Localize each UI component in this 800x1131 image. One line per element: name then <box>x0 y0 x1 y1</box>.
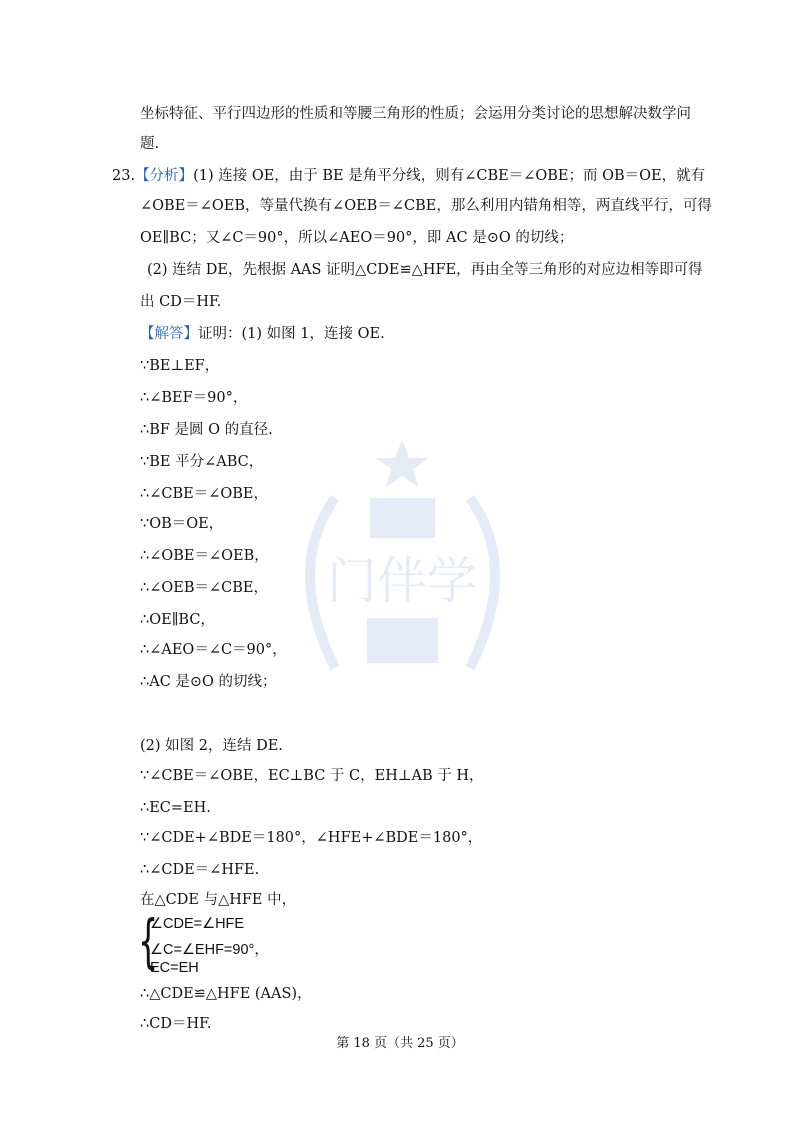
proof-line: ∵BE 平分∠ABC， <box>140 454 264 470</box>
star-icon <box>376 440 428 487</box>
proof-line: (2) 如图 2，连结 DE. <box>140 738 283 754</box>
text-line-3: (1) 连接 OE，由于 BE 是角平分线，则有∠CBE＝∠OBE；而 OB＝OE，就有 <box>193 168 706 184</box>
proof-line: ∴OE∥BC， <box>140 612 215 628</box>
watermark-text: 门伴学 <box>327 552 477 610</box>
page-footer: 第 18 页（共 25 页） <box>336 1036 464 1051</box>
proof-line: ∴EC=EH. <box>140 800 211 816</box>
proof-line: ∴∠AEO＝∠C＝90°， <box>140 642 287 658</box>
proof-line: ∴∠BEF＝90°， <box>140 390 248 406</box>
proof-line: ∴∠CBE＝∠OBE， <box>140 486 268 502</box>
proof-line: ∴∠OEB＝∠CBE， <box>140 580 268 596</box>
answer-header <box>140 324 385 344</box>
text-line-1: 坐标特征、平行四边形的性质和等腰三角形的性质；会运用分类讨论的思想解决数学问 <box>140 106 691 122</box>
system-brace: { <box>138 907 159 975</box>
proof-line: ∴∠CDE＝∠HFE. <box>140 862 260 878</box>
text-line-7: 出 CD＝HF. <box>140 294 222 310</box>
proof-line: 在△CDE 与△HFE 中， <box>140 892 297 908</box>
system-eq-3: EC=EH <box>150 960 199 976</box>
answer-tag: 【解答】 <box>140 326 198 342</box>
watermark-logo <box>275 438 530 703</box>
text-line-4: ∠OBE＝∠OEB，等量代换有∠OEB＝∠CBE，那么利用内错角相等，两直线平行，可得 <box>140 198 712 214</box>
system-eq-1: ∠CDE=∠HFE <box>150 916 245 932</box>
text-line-6: (2) 连结 DE，先根据 AAS 证明△CDE≌△HFE，再由全等三角形的对应边相等即可得 <box>147 262 703 278</box>
proof-line: ∴AC 是⊙O 的切线； <box>140 674 277 690</box>
proof-line: ∴∠OBE＝∠OEB， <box>140 548 269 564</box>
system-eq-2: ∠C=∠EHF=90°， <box>150 942 269 958</box>
text-line-5: OE∥BC；又∠C＝90°，所以∠AEO＝90°，即 AC 是⊙O 的切线； <box>140 230 574 246</box>
text-line-2: 题. <box>140 136 160 152</box>
proof-line: ∴△CDE≌△HFE (AAS)， <box>140 986 312 1002</box>
proof-line: ∵OB＝OE， <box>140 516 224 532</box>
question-number: 23. <box>112 168 136 184</box>
proof-line: ∵∠CDE+∠BDE＝180°，∠HFE+∠BDE＝180°， <box>140 830 483 846</box>
proof-line: ∴CD＝HF. <box>140 1016 212 1032</box>
proof-line: ∴BF 是圆 O 的直径. <box>140 422 273 438</box>
proof-line: ∵BE⊥EF， <box>140 358 220 374</box>
question-23-header <box>112 166 705 186</box>
text-line-8: 证明：(1) 如图 1，连接 OE. <box>198 326 385 342</box>
proof-line: ∵∠CBE＝∠OBE，EC⊥BC 于 C，EH⊥AB 于 H， <box>140 768 484 784</box>
analysis-tag: 【分析】 <box>135 168 194 184</box>
